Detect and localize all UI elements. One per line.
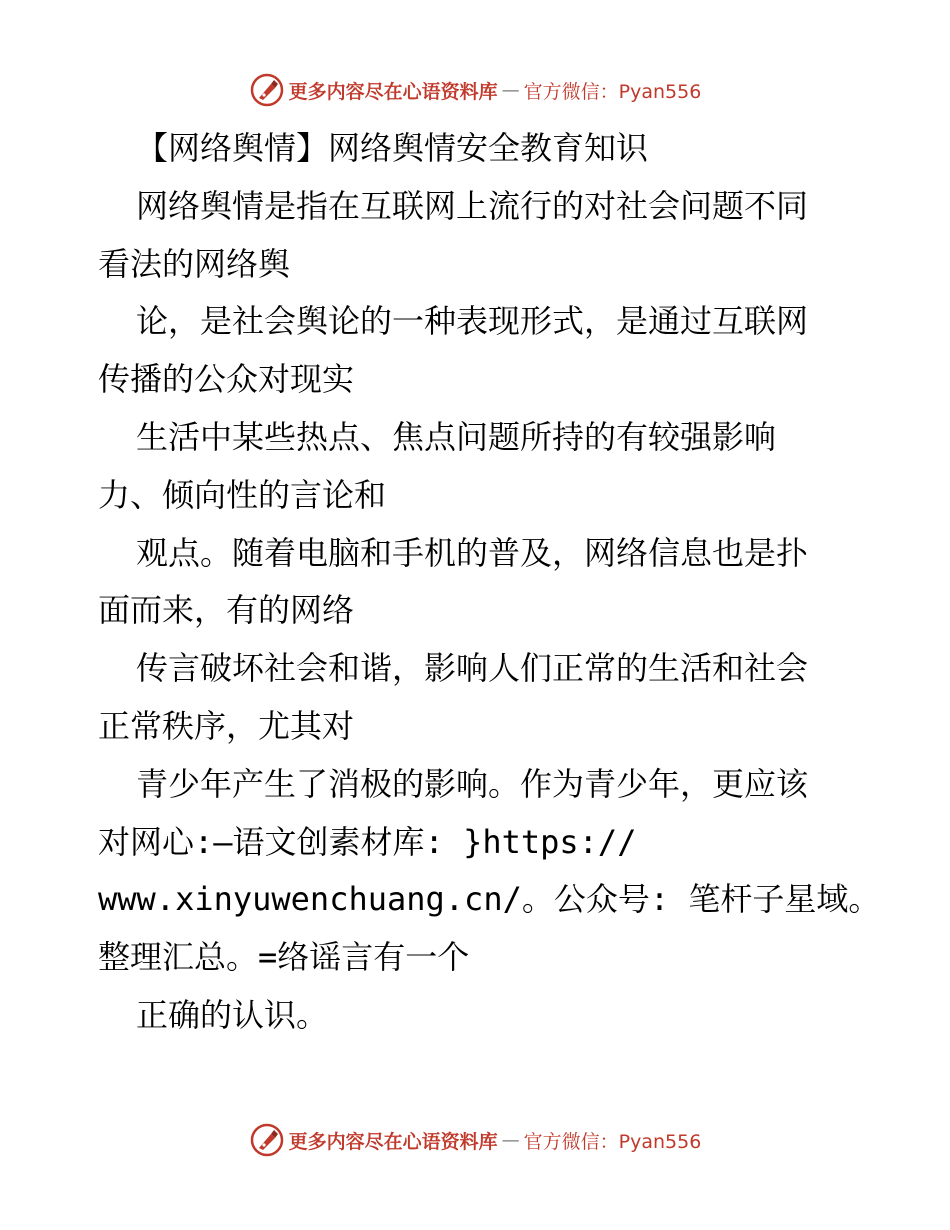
paragraph-line: 青少年产生了消极的影响。作为青少年，更应该 <box>136 764 809 803</box>
banner-separator: — <box>501 79 520 101</box>
document-title: 【网络舆情】网络舆情安全教育知识 <box>136 129 649 167</box>
footer-brand-text: 更多内容尽在心语资料库 <box>288 1130 498 1153</box>
fountain-pen-logo-icon <box>249 72 285 108</box>
paragraph-line: 对网心:—语文创素材库: }https:// <box>98 822 637 861</box>
document-body <box>98 120 881 1045</box>
fountain-pen-logo-icon <box>249 1122 285 1158</box>
paragraph-line: 正确的认识。 <box>136 995 329 1034</box>
paragraph-line: 传播的公众对现实 <box>98 360 355 399</box>
paragraph-line: 论，是社会舆论的一种表现形式，是通过互联网 <box>136 302 809 341</box>
footer-wechat-text: 官方微信：Pyan556 <box>523 1130 702 1153</box>
paragraph-line: 面而来，有的网络 <box>98 591 355 630</box>
banner-wechat-text: 官方微信：Pyan556 <box>523 80 702 103</box>
footer-separator: — <box>501 1129 520 1151</box>
footer-banner <box>0 1118 950 1162</box>
header-banner <box>0 68 950 112</box>
paragraph-line: 观点。随着电脑和手机的普及，网络信息也是扑 <box>136 533 809 572</box>
paragraph-line-url: www.xinyuwenchuang.cn/。公众号: 笔杆子星域。 <box>98 880 881 919</box>
paragraph-line: 传言破坏社会和谐，影响人们正常的生活和社会 <box>136 649 809 688</box>
paragraph-line: 整理汇总。=络谣言有一个 <box>98 938 470 977</box>
paragraph-line: 生活中某些热点、焦点问题所持的有较强影响 <box>136 417 777 456</box>
paragraph-line: 看法的网络舆 <box>98 244 291 283</box>
paragraph-line: 网络舆情是指在互联网上流行的对社会问题不同 <box>136 186 809 225</box>
paragraph-line: 正常秩序，尤其对 <box>98 706 355 745</box>
banner-brand-text: 更多内容尽在心语资料库 <box>288 80 498 103</box>
paragraph-line: 力、倾向性的言论和 <box>98 475 387 514</box>
